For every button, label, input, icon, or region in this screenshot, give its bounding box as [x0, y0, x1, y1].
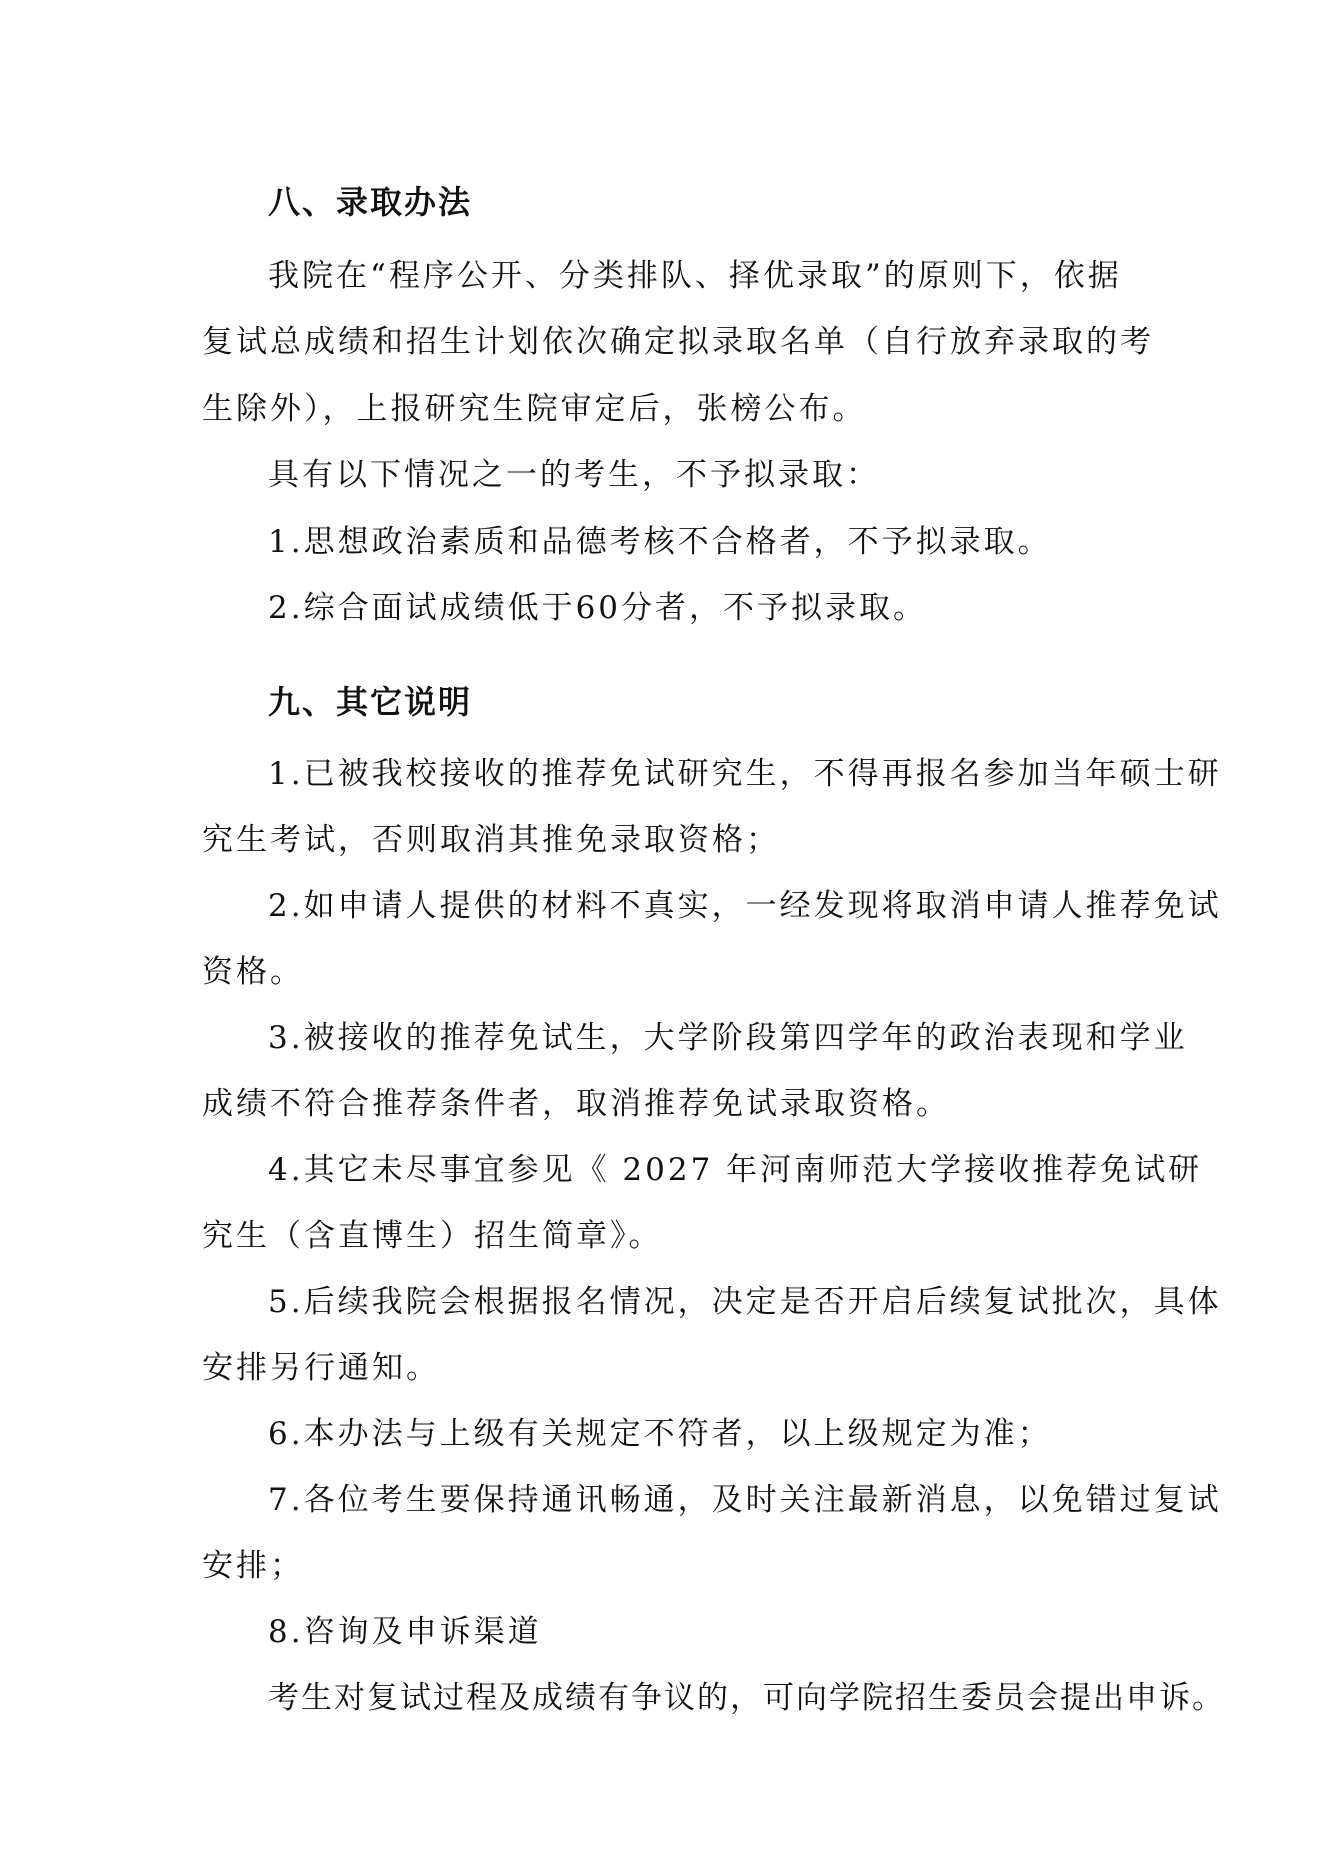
- note-item-5-line-2: 安排另行通知。: [202, 1350, 440, 1386]
- note-item-1-line-2: 究生考试，否则取消其推免录取资格；: [202, 822, 780, 858]
- note-item-2-line-1: 2.如申请人提供的材料不真实，一经发现将取消申请人推荐免试: [268, 888, 1222, 924]
- note-item-7-line-1: 7.各位考生要保持通讯畅通，及时关注最新消息，以免错过复试: [268, 1482, 1222, 1518]
- note-item-8: 8.咨询及申诉渠道: [268, 1614, 542, 1650]
- note-item-3-line-2: 成绩不符合推荐条件者，取消推荐免试录取资格。: [202, 1086, 950, 1122]
- section-8-title: 八、录取办法: [268, 183, 473, 221]
- section-8-paragraph-1-line-2: 复试总成绩和招生计划依次确定拟录取名单（自行放弃录取的考: [202, 324, 1154, 360]
- condition-item: 1.思想政治素质和品德考核不合格者，不予拟录取。: [268, 524, 1052, 560]
- note-item-7-line-2: 安排；: [202, 1548, 304, 1584]
- note-item-2-line-2: 资格。: [202, 954, 304, 990]
- section-8-paragraph-1-line-3: 生除外），上报研究生院审定后，张榜公布。: [202, 391, 867, 427]
- note-item-4-line-2: 究生（含直博生）招生简章》。: [202, 1218, 663, 1254]
- section-9-title: 九、其它说明: [268, 683, 473, 721]
- section-8-paragraph-2: 具有以下情况之一的考生，不予拟录取：: [268, 457, 880, 493]
- note-item-3-line-1: 3.被接收的推荐免试生，大学阶段第四学年的政治表现和学业: [268, 1020, 1188, 1056]
- note-item-5-line-1: 5.后续我院会根据报名情况，决定是否开启后续复试批次，具体: [268, 1284, 1222, 1320]
- condition-item: 2.综合面试成绩低于60分者，不予拟录取。: [268, 590, 928, 626]
- section-8-paragraph-1-line-1: 我院在“程序公开、分类排队、择优录取”的原则下，依据: [268, 258, 1122, 294]
- note-item-1-line-1: 1.已被我校接收的推荐免试研究生，不得再报名参加当年硕士研: [268, 756, 1222, 792]
- note-item-4-line-1: 4.其它未尽事宜参见《 2027 年河南师范大学接收推荐免试研: [268, 1152, 1203, 1188]
- note-item-6: 6.本办法与上级有关规定不符者，以上级规定为准；: [268, 1416, 1052, 1452]
- note-item-9-appeal: 考生对复试过程及成绩有争议的，可向学院招生委员会提出申诉。: [268, 1680, 1225, 1716]
